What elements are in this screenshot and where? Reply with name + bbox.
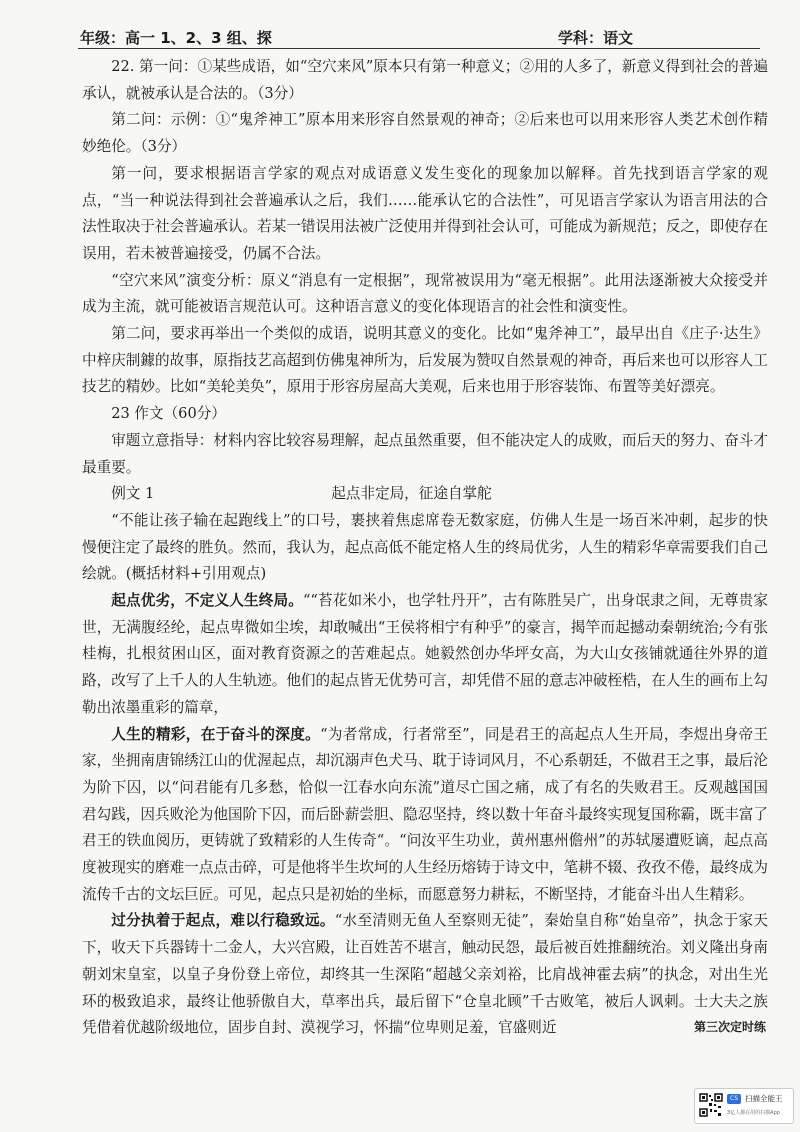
essay-question-heading: 23 作文（60分） — [111, 405, 226, 423]
essay-title: 起点非定局，征途自掌舵 — [331, 485, 492, 503]
essay-paragraph-text: “为者常成，行者常至”，同是君王的高起点人生开局，李煜出身帝王家，坐拥南唐锦绣江山的优渥起点，却沉溺声色犬马、耽于诗词风月，不心系朝廷，不做君王之事，最后沦为阶下囚，以“问君能有几多愁，恰似一江春水向东流”道尽亡国之痛，成了有名的失败君王。反观越国国君勾践，因兵败沦为他国阶下囚，而后卧薪尝胆、隐忍坚持，终以数十年奋斗最终实现复国称霸，既丰富了君王的铁血阅历，更铸就了致精彩的人生传奇“。“问汝平生功业，黄州惠州儋州”的苏轼屡遭贬谪，起点高度被现实的磨难一点点击碎，可是他将半生坎坷的人生经历熔铸于诗文中，笔耕不辍、孜孜不倦，最终成为流传千古的文坛巨匠。可见，起点只是初始的坐标，而愿意努力耕耘，不断坚持，才能奋斗出人生精彩。 — [82, 725, 768, 903]
answer-paragraph: “空穴来风”演变分析：原义“消息有一定根据”，现常被误用为“毫无根据”。此用法逐渐被大众接受并成为主流，就可能被语言规范认可。这种语言意义的变化体现语言的社会性和演变性。 — [82, 271, 768, 316]
paragraph-lead-sentence: 人生的精彩，在于奋斗的深度。 — [111, 725, 321, 743]
paragraph-lead-sentence: 过分执着于起点，难以行稳致远。 — [111, 912, 335, 930]
answer-paragraph: 第二问：示例：①“鬼斧神工”原本用来形容自然景观的神奇；②后来也可以用来形容人类艺术创作精妙绝伦。（3分） — [82, 111, 768, 156]
essay-paragraph-text: “水至清则无鱼人至察则无徒”，秦始皇自称“始皇帝”，执念于家天下，收天下兵器铸十二金人，大兴宫殿，让百姓苦不堪言，触动民怨，最后被百姓推翻统治。刘义隆出身南朝刘宋皇室，以皇子身份登上帝位，却终其一生深陷“超越父亲刘裕，比肩战神霍去病”的执念，对出生光环的极致追求，最终让他骄傲自大，草率出兵，最后留下“仓皇北顾”千古败笔，被后人讽刺。士大夫之族凭借着优越阶级地位，固步自封、漠视学习，怀揣“位卑则足羞，官盛则近 — [82, 912, 768, 1037]
answer-paragraph: 22. 第一问：①某些成语，如“空穴来风”原本只有第一种意义；②用的人多了，新意义得到社会的普遍承认，就被承认是合法的。（3分） — [82, 58, 768, 102]
essay-paragraph — [82, 508, 768, 588]
scanner-app-name: 扫描全能王 — [745, 1094, 783, 1103]
answer-paragraph: 第一问，要求根据语言学家的观点对成语意义发生变化的现象加以解释。首先找到语言学家的观点，“当一种说法得到社会普遍承认之后，我们……能承认它的合法性”，可见语言学家认为语言用法的合法性取决于社会普遍承认。若某一错误用法被广泛使用并得到社会认可，可能成为新规范；反之，即使存在误用，若未被普遍接受，仍属不合法。 — [82, 164, 768, 262]
subject-label: 学科：语文 — [558, 29, 634, 47]
paragraph-lead-sentence: 起点优劣，不定义人生终局。 — [111, 592, 303, 610]
scanner-tagline: 3亿人都在用的扫描App — [727, 1110, 780, 1116]
essay-paragraph — [82, 908, 768, 1042]
essay-paragraph-text: ““苔花如米小，也学牡丹开”，古有陈胜吴广，出身氓隶之间，无尊贵家世，无满腹经纶，起点卑微如尘埃，却敢喊出“王侯将相宁有种乎”的豪言，揭竿而起撼动秦朝统治;今有张桂梅，扎根贫困山区，面对教育资源之的苦难起点。她毅然创办华坪女高，为大山女孩铺就通往外界的道路，改写了上千人的人生轨迹。他们的起点皆无优势可言，却凭借不屈的意志冲破桎梏，在人生的画布上勾勒出浓墨重彩的篇章， — [82, 592, 768, 716]
example-heading — [82, 481, 768, 508]
grade-label: 年级：高一 1、2、3 组、探 — [80, 29, 272, 47]
essay-paragraph — [82, 722, 768, 909]
camscanner-logo-icon: CS — [727, 1094, 741, 1104]
answer-paragraph: 第二问，要求再举出一个类似的成语，说明其意义的变化。比如“鬼斧神工”，最早出自《庄子·达生》中梓庆制鐻的故事，原指技艺高超到仿佛鬼神所为，后发展为赞叹自然景观的神奇，再后来也可以形容人工技艺的精妙。比如“美轮美奂”，原用于形容房屋高大美观，后来也用于形容装饰、布置等美好漂亮。 — [82, 325, 768, 396]
page-header — [78, 24, 760, 49]
example-label: 例文 1 — [111, 485, 155, 503]
answer-body — [82, 54, 768, 1042]
scanner-watermark — [694, 1088, 794, 1124]
qr-code-icon — [699, 1093, 723, 1117]
essay-paragraph-text: “不能让孩子输在起跑线上”的口号，裹挟着焦虑席卷无数家庭，仿佛人生是一场百米冲刺，起步的快慢便注定了最终的胜负。然而，我认为，起点高低不能定格人生的终局优劣，人生的精彩华章需要我们自己绘就。(概括材料+引用观点) — [82, 511, 768, 583]
essay-guidance: 审题立意指导：材料内容比较容易理解，起点虽然重要，但不能决定人的成败，而后天的努力、奋斗才最重要。 — [82, 431, 768, 476]
footer-note: 第三次定时练 — [693, 1020, 766, 1034]
essay-paragraph — [82, 588, 768, 722]
